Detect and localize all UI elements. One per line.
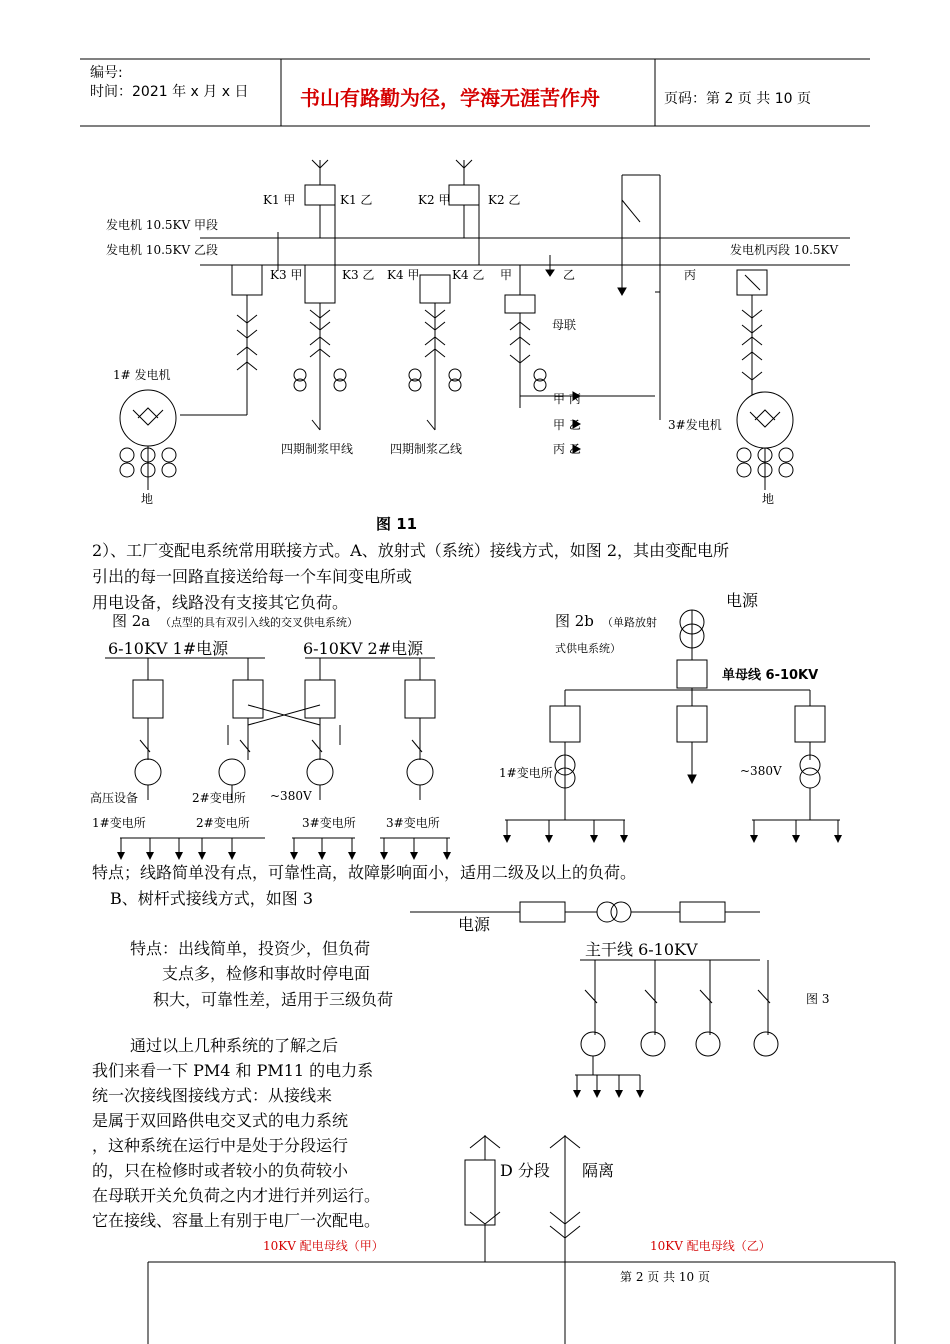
tree-feature-line-2: 支点多，检修和事故时停电面 (162, 964, 371, 983)
label-gen1: 1# 发电机 (113, 368, 171, 382)
label-tie2: 甲 乙 (553, 418, 581, 432)
figure-11-caption: 图 11 (376, 515, 418, 533)
paragraph-1-line-1: 2）、工厂变配电系统常用联接方式。A、放射式（系统）接线方式，如图 2，其由变配电所 (92, 541, 730, 560)
figure-2a-380v: ~380V (270, 789, 312, 803)
figure-2a-source-2: 6-10KV 2#电源 (303, 639, 424, 658)
label-k4a: K4 甲 (387, 268, 420, 282)
doc-time-label: 时间：2021 年 x 月 x 日 (90, 84, 249, 100)
label-k3a: K3 甲 (270, 268, 303, 282)
figure-3-power-label: 电源 (458, 915, 491, 934)
body-line-5: ，这种系统在运行中是处于分段运行 (92, 1136, 349, 1155)
body-line-1: 通过以上几种系统的了解之后 (130, 1036, 339, 1055)
label-k2b: K2 乙 (488, 193, 521, 207)
label-gen3: 3#发电机 (668, 418, 722, 432)
label-k3b: K3 乙 (342, 268, 375, 282)
body-line-3: 统一次接线图接线方式：从接线来 (92, 1086, 333, 1105)
label-bus-c: 发电机丙段 10.5KV (730, 243, 839, 257)
label-ground-left: 地 (141, 492, 154, 506)
tree-feature-line-1: 特点：出线简单，投资少，但负荷 (130, 939, 371, 958)
paragraph-1-line-2: 引出的每一回路直接送给每一个车间变电所或 (92, 567, 413, 586)
figure-2b-title: 图 2b (555, 612, 594, 630)
motto-text: 书山有路勤为径，学海无涯苦作舟 (300, 86, 600, 110)
label-k1b: K1 乙 (340, 193, 373, 207)
isolation-label: 隔离 (582, 1161, 615, 1180)
label-tie3: 丙 乙 (553, 442, 581, 456)
figure-3-trunk-label: 主干线 6-10KV (585, 940, 698, 959)
figure-2a-station-1: 1#变电所 (92, 816, 146, 830)
figure-2a-station-3: 3#变电所 (302, 816, 356, 830)
figure-2a-sub2-top: 2#变电所 (192, 791, 246, 805)
figure-2a-title: 图 2a (112, 612, 151, 630)
body-line-6: 的，只在检修时或者较小的负荷较小 (92, 1161, 349, 1180)
label-ground-right: 地 (762, 492, 775, 506)
label-bus-a: 发电机 10.5KV 甲段 (106, 218, 218, 232)
doc-number-label: 编号: (90, 65, 123, 81)
bus-label-b: 10KV 配电母线（乙） (650, 1239, 771, 1253)
figure-2a-station-4: 3#变电所 (386, 816, 440, 830)
body-line-2: 我们来看一下 PM4 和 PM11 的电力系 (92, 1061, 374, 1080)
paragraph-1-line-3: 用电设备，线路没有支接其它负荷。 (92, 593, 349, 612)
figure-2b-380v: ~380V (740, 764, 782, 778)
label-k1a: K1 甲 (263, 193, 296, 207)
label-bing: 丙 (684, 268, 697, 282)
figure-2b-station-1: 1#变电所 (499, 766, 553, 780)
label-k2a: K2 甲 (418, 193, 451, 207)
tree-intro-text: B、树杆式接线方式，如图 3 (110, 889, 314, 908)
label-tie1: 甲 丙 (553, 392, 581, 406)
body-line-7: 在母联开关允负荷之内才进行并列运行。 (92, 1186, 381, 1205)
figure-2b-subtitle-2: 式供电系统） (555, 642, 621, 655)
sectioning-label: D 分段 (500, 1161, 550, 1180)
label-line-b: 四期制浆乙线 (390, 442, 463, 456)
figure-2b-power-label: 电源 (726, 591, 759, 610)
figure-2a-station-2: 2#变电所 (196, 816, 250, 830)
figure-2a-hv-label: 高压设备 (90, 791, 139, 805)
tree-feature-line-3: 积大，可靠性差，适用于三级负荷 (153, 990, 394, 1009)
page-indicator: 页码：第 2 页 共 10 页 (664, 91, 811, 107)
body-line-4: 是属于双回路供电交叉式的电力系统 (92, 1111, 349, 1130)
label-line-a: 四期制浆甲线 (281, 442, 354, 456)
figure-2a-subtitle: （点型的具有双引入线的交叉供电系统） (160, 616, 358, 629)
figure-3-caption: 图 3 (806, 992, 830, 1006)
figure-2b-subtitle-1: （单路放射 (602, 616, 657, 629)
bus-label-a: 10KV 配电母线（甲） (263, 1239, 384, 1253)
figure-2a-source-1: 6-10KV 1#电源 (108, 639, 229, 658)
body-line-8: 它在接线、容量上有别于电厂一次配电。 (92, 1211, 381, 1230)
label-mulian: 母联 (552, 318, 577, 332)
radial-feature-text: 特点；线路简单没有点，可靠性高，故障影响面小，适用二级及以上的负荷。 (92, 863, 637, 882)
label-k4b: K4 乙 (452, 268, 485, 282)
figure-2b-bus-label: 单母线 6-10KV (722, 668, 819, 683)
label-bus-b: 发电机 10.5KV 乙段 (106, 243, 218, 257)
label-yi: 乙 (563, 268, 576, 282)
page-footer: 第 2 页 共 10 页 (620, 1270, 710, 1284)
label-jia: 甲 (500, 268, 513, 282)
